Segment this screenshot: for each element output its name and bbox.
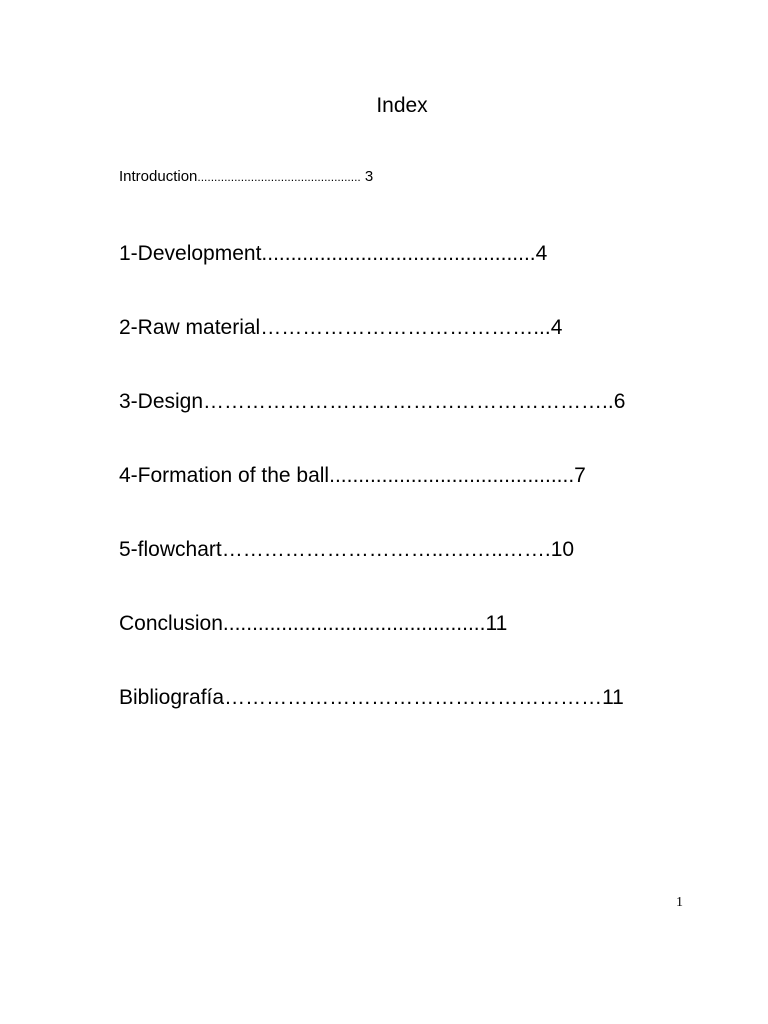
toc-entry-label: 4-Formation of the ball — [119, 464, 330, 487]
toc-entry-introduction — [119, 168, 373, 186]
page-number: 1 — [676, 895, 683, 910]
toc-entry-leader: ……………………………………………… — [224, 686, 603, 709]
toc-entry-label: 5-flowchart — [119, 538, 222, 561]
toc-entry-page: 3 — [360, 168, 374, 185]
toc-entry-leader: ................................................. — [197, 170, 361, 184]
index-title: Index — [376, 94, 428, 117]
toc-entry-leader: ............................................. — [222, 612, 486, 635]
toc-entry-page: 11 — [485, 612, 508, 635]
toc-entry-page: 7 — [574, 464, 586, 487]
toc-entry-leader: ………………………………………………….. — [203, 390, 614, 413]
toc-entry-leader: …………………………………... — [260, 316, 551, 339]
toc-entry-bibliografia — [119, 685, 624, 711]
toc-entry-development — [119, 241, 547, 267]
toc-entry-label: 1-Development — [119, 242, 262, 265]
toc-entry-page: 10 — [550, 538, 575, 561]
toc-entry-leader: .......................................... — [329, 464, 575, 487]
toc-entry-leader: ............................................... — [261, 242, 536, 265]
toc-entry-page: 11 — [602, 686, 624, 709]
toc-entry-page: 6 — [613, 390, 626, 413]
toc-entry-label: Introduction — [119, 168, 198, 185]
toc-entry-label: Bibliografía — [119, 686, 225, 709]
toc-entry-conclusion — [119, 611, 507, 637]
toc-entry-page: 4 — [550, 316, 563, 339]
toc-entry-design — [119, 389, 625, 415]
toc-entry-raw-material — [119, 315, 562, 341]
toc-entry-formation-of-the-ball — [119, 463, 586, 489]
toc-entry-leader: …………………………..….…..……. — [221, 538, 551, 561]
toc-entry-label: Conclusion — [119, 612, 223, 635]
toc-entry-label: 3-Design — [119, 390, 204, 413]
toc-entry-flowchart — [119, 537, 574, 563]
toc-entry-page: 4 — [535, 242, 548, 265]
toc-entry-label: 2-Raw material — [119, 316, 261, 339]
